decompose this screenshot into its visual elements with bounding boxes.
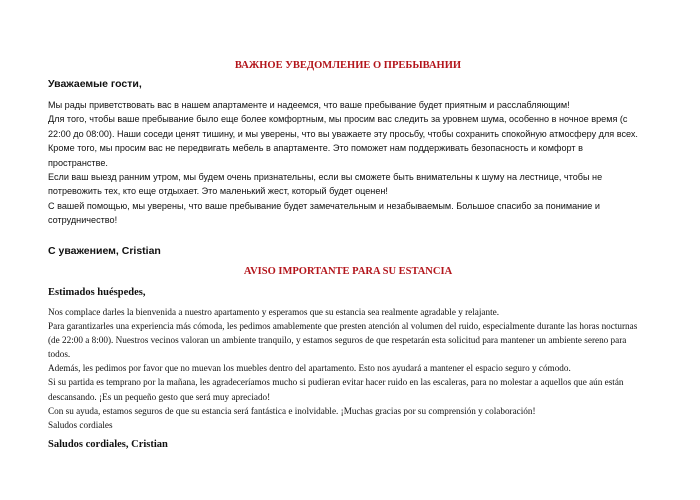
spanish-paragraph-thanks: Con su ayuda, estamos seguros de que su estancia será fantástica e inolvidable. ¡Muchas gracias por su comprensión y colaboración! [48,405,536,416]
russian-paragraph-welcome: Мы рады приветствовать вас в нашем апартаменте и надеемся, что ваше пребывание будет приятным и расслабляющим! [48,100,570,110]
russian-body [48,98,644,228]
spanish-signoff: Saludos cordiales, Cristian [48,439,168,450]
spanish-paragraph-furniture: Además, les pedimos por favor que no muevan los muebles dentro del apartamento. Esto nos ayudará a mantener el espacio seguro y cómodo. [48,363,571,374]
spanish-notice-title: AVISO IMPORTANTE PARA SU ESTANCIA [243,266,453,277]
spanish-paragraph-noise: Para garantizarles una experiencia más cómoda, les pedimos amablemente que presten atención al volumen del ruido, especialmente durante las horas nocturnas (de 22:00 a 8:00). Nuestros vecinos valoran un ambiente tranquilo, y estamos seguros de que respetarán esta solicitud para mantener un ambiente sereno para todos. [48,321,638,360]
russian-greeting: Уважаемые гости, [48,78,142,90]
spanish-closing: Saludos cordiales [48,420,113,430]
spanish-greeting: Estimados huéspedes, [48,287,146,298]
spanish-paragraph-welcome: Nos complace darles la bienvenida a nuestro apartamento y esperamos que su estancia sea realmente agradable y relajante. [48,307,500,317]
russian-signoff: С уважением, Cristian [48,245,161,257]
spanish-body [48,305,640,418]
russian-paragraph-thanks: С вашей помощью, мы уверены, что ваше пребывание будет замечательным и незабываемым. Большое спасибо за понимание и сотрудничество! [48,200,600,226]
spanish-paragraph-checkout: Si su partida es temprano por la mañana, les agradeceríamos mucho si pudieran evitar hacer ruido en las escaleras, para no molestar a aquellos que aún están descansando. ¡Es un pequeño gesto que será muy apreciado! [48,377,624,402]
russian-paragraph-furniture: Кроме того, мы просим вас не передвигать мебель в апартаменте. Это поможет нам поддерживать безопасность и комфорт в пространстве. [48,143,583,168]
russian-notice-title: ВАЖНОЕ УВЕДОМЛЕНИЕ О ПРЕБЫВАНИИ [234,60,462,71]
russian-paragraph-checkout: Если ваш выезд ранним утром, мы будем очень признательны, если вы сможете быть внимательны к шуму на лестнице, чтобы не потревожить тех, кто еще отдыхает. Это маленький жест, который будет оценен! [48,172,603,197]
russian-paragraph-noise: Для того, чтобы ваше пребывание было еще более комфортным, мы просим вас следить за уровнем шума, особенно в ночное время (с 22:00 до 08:00). Наши соседи ценят тишину, и мы уверены, что вы уважаете эту просьбу, чтобы сохранить спокойную атмосферу для всех. [48,114,638,139]
